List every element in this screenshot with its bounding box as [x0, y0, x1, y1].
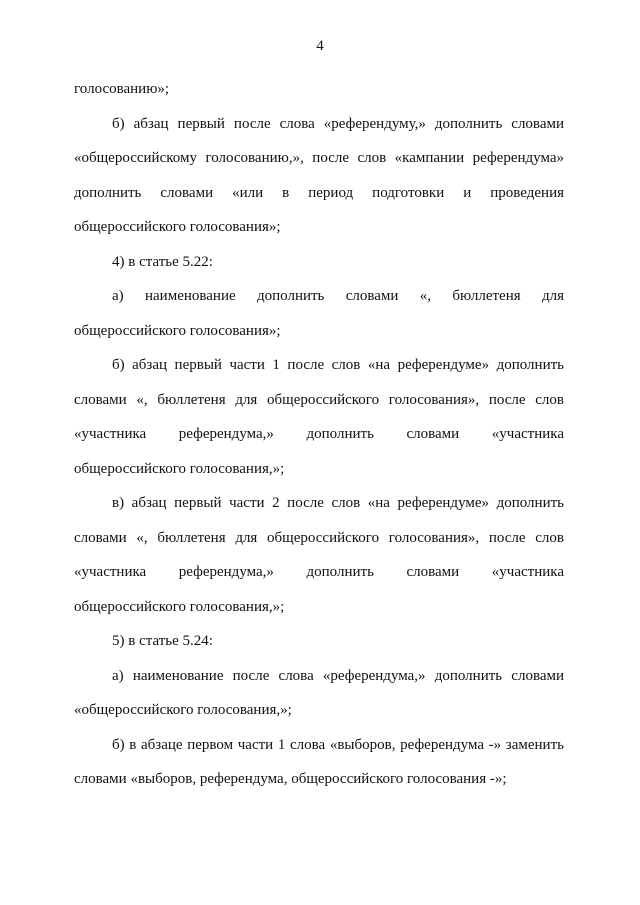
paragraph-item-v-part-2: в) абзац первый части 2 после слов «на референдуме» дополнить словами «, бюллетеня для общероссийского голосования», после слов «участника референдума,» дополнить словами «участника общероссийского голосования,»;	[74, 495, 564, 615]
paragraph-continuation: голосованию»;	[74, 81, 170, 97]
paragraph-item-b-part-1-5-24: б) в абзаце первом части 1 слова «выборов, референдума -» заменить словами «выборов, референдума, общероссийского голосования -»;	[74, 736, 564, 787]
paragraph-item-a-name-5-24: а) наименование после слова «референдума,» дополнить словами «общероссийского голосования,»;	[74, 667, 564, 718]
document-body	[74, 72, 564, 797]
page-number: 4	[316, 38, 324, 54]
paragraph-item-b-part-1: б) абзац первый части 1 после слов «на референдуме» дополнить словами «, бюллетеня для общероссийского голосования», после слов «участника референдума,» дополнить словами «участника общероссийского голосования,»;	[74, 357, 564, 477]
paragraph-item-b-referendum: б) абзац первый после слова «референдуму,» дополнить словами «общероссийскому голосованию,», после слов «кампании референдума» дополнить словами «или в период подготовки и проведения общероссийского голосования»;	[74, 115, 564, 235]
paragraph-article-5-22: 4) в статье 5.22:	[112, 253, 213, 270]
paragraph-article-5-24: 5) в статье 5.24:	[112, 633, 213, 649]
paragraph-item-a-name: а) наименование дополнить словами «, бюллетеня для общероссийского голосования»;	[74, 288, 564, 339]
